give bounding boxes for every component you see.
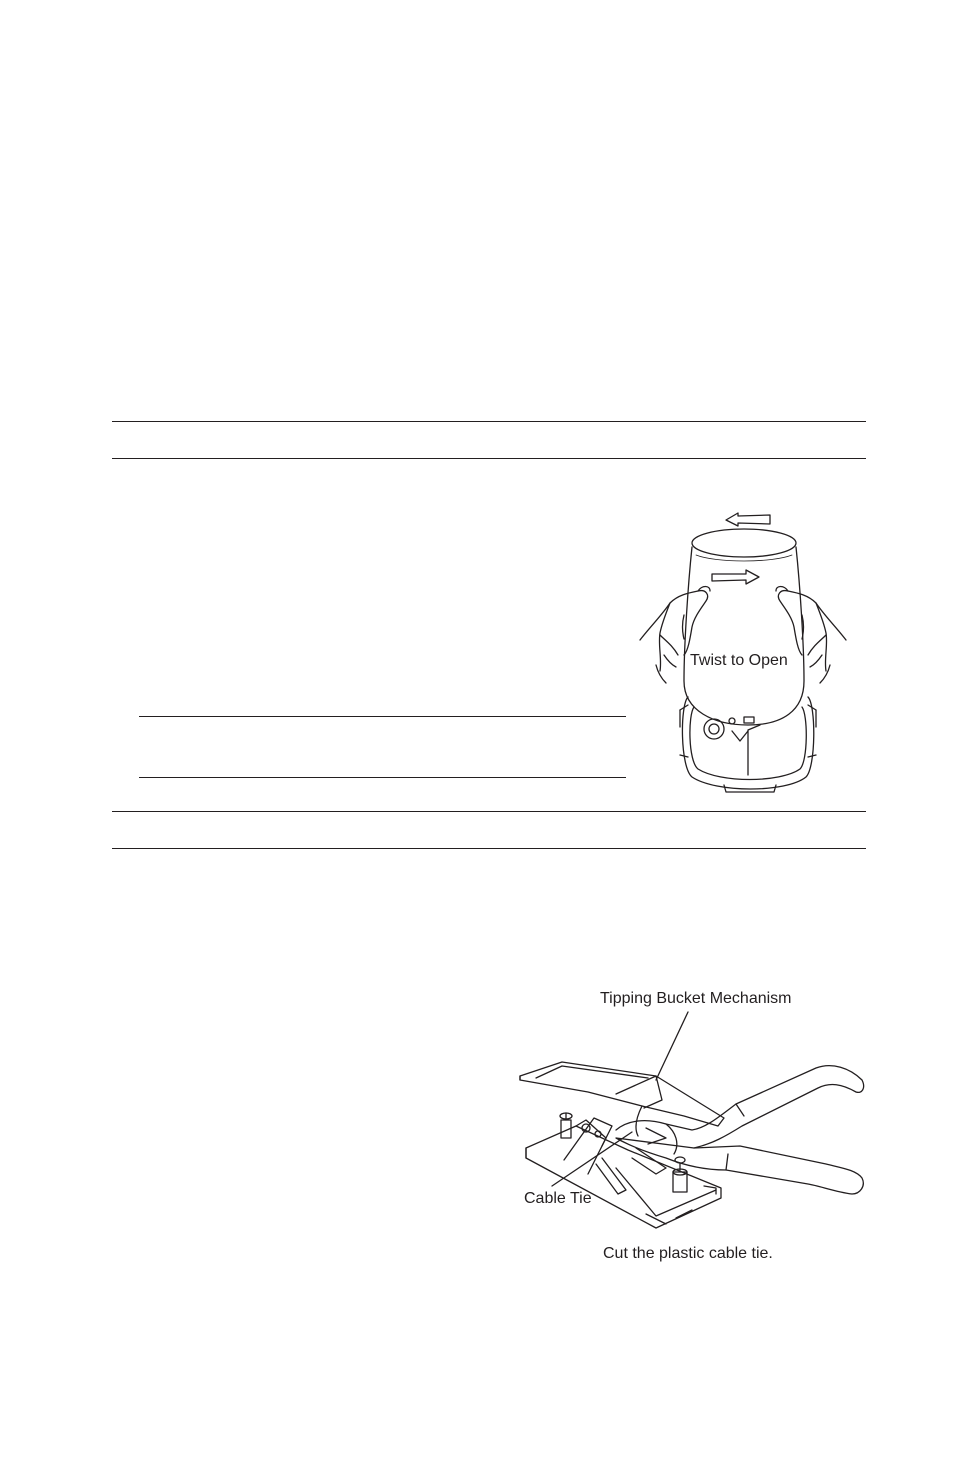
gauge-cylinder <box>684 529 804 725</box>
bucket-figure-caption: Cut the plastic cable tie. <box>603 1245 773 1262</box>
note-rule-top <box>139 716 626 717</box>
gauge-base <box>680 697 816 792</box>
section-rule-mid-2 <box>112 848 866 849</box>
bucket-mechanism-title: Tipping Bucket Mechanism <box>600 990 792 1007</box>
screw-left-icon <box>560 1113 572 1138</box>
rotate-arrow-top-icon <box>726 513 770 526</box>
section-rule-mid-1 <box>112 811 866 812</box>
note-rule-bottom <box>139 777 626 778</box>
cable-tie-callout: Cable Tie <box>524 1190 592 1207</box>
pliers-icon <box>616 1066 864 1194</box>
section-rule-top-1 <box>112 421 866 422</box>
title-leader-line <box>656 1012 688 1080</box>
bucket-support-frame <box>564 1118 666 1194</box>
section-rule-top-2 <box>112 458 866 459</box>
gauge-caption: Twist to Open <box>690 652 788 669</box>
rotate-arrow-front-icon <box>712 570 759 584</box>
screw-right-icon <box>673 1157 687 1192</box>
